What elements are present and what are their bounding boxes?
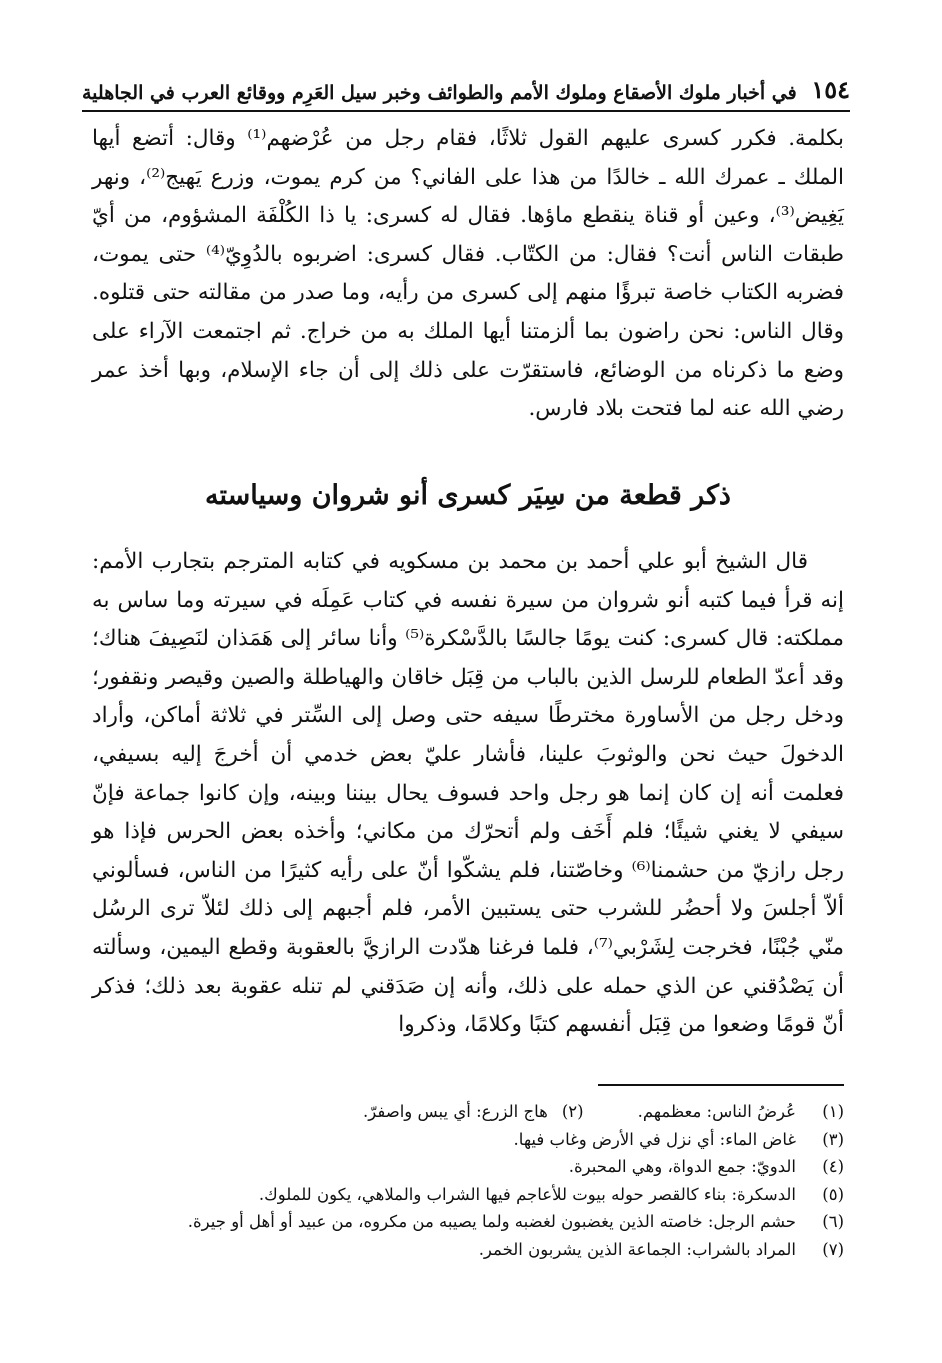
footnote-row xyxy=(92,1153,844,1181)
paragraph: بكلمة. فكرر كسرى عليهم القول ثلاثًا، فقام رجل من عُرْضهم⁽¹⁾ وقال: أتضع أيها الملك ـ عمرك الله ـ خالدًا من هذا على الفاني؟ من كرم يموت، وزرع يَهيج⁽²⁾، ونهر يَغِيض⁽³⁾، وعين أو قناة ينقطع ماؤها. فقال له كسرى: يا ذا الكُلْفَة المشؤوم، من أيّ طبقات الناس أنت؟ فقال: من الكتّاب. فقال كسرى: اضربوه بالدُوِيّ⁽⁴⁾ حتى يموت، فضربه الكتاب خاصة تبرؤًا منهم إلى كسرى من رأيه، وما صدر من مقالته حتى قتلوه. وقال الناس: نحن راضون بما ألزمتنا أيها الملك به من خراج. ثم اجتمعت الآراء على وضع ما ذكرناه من الوضائع، فاستقرّت على ذلك إلى أن جاء الإسلام، وبها أخذ عمر رضي الله عنه لما فتحت بلاد فارس. xyxy=(92,126,844,422)
footnote-text: الدويّ: جمع الدواة، وهي المحبرة. xyxy=(568,1157,796,1176)
running-title: في أخبار ملوك الأصقاع وملوك الأمم والطوائف وخبر سيل العَرِم ووقائع العرب في الجاهلية xyxy=(82,82,797,104)
paragraph: قال الشيخ أبو علي أحمد بن محمد بن مسكويه في كتابه المترجم بتجارب الأمم: إنه قرأ فيما كتبه أنو شروان من سيرة نفسه في كتاب عَمِلَه في سيرته وما ساس به مملكته: قال كسرى: كنت يومًا جالسًا بالدَّسْكرة⁽⁵⁾ وأنا سائر إلى هَمَذان لنَصِيفَ هناك؛ وقد أعدّ الطعام للرسل الذين بالباب من قِبَل خاقان والهياطلة والصين وقيصر ونقفور؛ ودخل رجل من الأساورة مخترطًا سيفه حتى وصل إلى السِّتر في ثلاثة أماكن، وأراد الدخولَ حيث نحن والوثوبَ علينا، فأشار عليّ بعض خدمي أن أخرجَ إليه بسيفي، فعلمت أنه إن كان إنما هو رجل واحد فسوف يحال بيننا وبينه، وإن كانوا جماعة فإنّ سيفي لا يغني شيئًا؛ فلم أَخَف ولم أتحرّك من مكاني؛ وأخذه بعض الحرس فإذا هو رجل رازيّ من حشمنا⁽⁶⁾ وخاصّتنا، فلم يشكّوا أنّ على رأيه كثيرًا من الناس، فسألوني ألاّ أجلسَ ولا أحضُر للشرب حتى يستبين الأمر، فلم أجبهم إلى ذلك لئلاّ ترى الرسُل منّي جُبْنًا، فخرجت لِشَرْبي⁽⁷⁾، فلما فرغنا هدّدت الرازيَّ بالعقوبة وقطع اليمين، وسألته أن يَصْدُقني عن الذي حمله على ذلك، وأنه إن صَدَقني لم تنله عقوبة بعد ذلك؛ فذكر أنّ قومًا وضعوا من قِبَل أنفسهم كتبًا وكلامًا، وذكروا xyxy=(92,549,844,1038)
footnote-text: المراد بالشراب: الجماعة الذين يشربون الخمر. xyxy=(478,1239,796,1259)
footnote-text: غاض الماء: أي نزل في الأرض وغاب فيها. xyxy=(513,1129,796,1149)
footnote-divider xyxy=(598,1084,844,1086)
section-heading: ذكر قطعة من سِيَر كسرى أنو شروان وسياسته xyxy=(205,480,731,511)
footnote-row xyxy=(92,1208,844,1236)
footnote-text: هاج الزرع: أي يبس واصفرّ. xyxy=(363,1102,548,1121)
footnote-text: عُرضُ الناس: معظمهم. xyxy=(637,1102,796,1121)
footnote-number: (٧) xyxy=(822,1239,844,1259)
footnote-number: (٦) xyxy=(822,1212,844,1231)
footnote-row xyxy=(92,1236,844,1264)
footnote-number: (٣) xyxy=(822,1129,844,1149)
body-text-section xyxy=(92,543,844,1045)
footnote-spacer xyxy=(584,1098,638,1126)
footnotes xyxy=(92,1098,844,1263)
page-number: ١٥٤ xyxy=(811,75,850,104)
footnote-number: (٥) xyxy=(822,1184,844,1204)
footnote-number: (٢) xyxy=(561,1102,584,1121)
body-text-top xyxy=(92,120,844,429)
footnote-number: (١) xyxy=(822,1102,844,1121)
footnote-number: (٤) xyxy=(822,1157,844,1176)
footnote-row xyxy=(92,1126,844,1154)
footnote-text: الدسكرة: بناء كالقصر حوله بيوت للأعاجم فيها الشراب والملاهي، يكون للملوك. xyxy=(258,1184,796,1204)
footnote-text: حشم الرجل: خاصته الذين يغضبون لغضبه ولما يصيبه من مكروه، من عبيد أو أهل أو جيرة. xyxy=(187,1212,796,1231)
footnote-row xyxy=(92,1098,844,1126)
footnote-row xyxy=(92,1181,844,1209)
page-header xyxy=(82,66,850,112)
